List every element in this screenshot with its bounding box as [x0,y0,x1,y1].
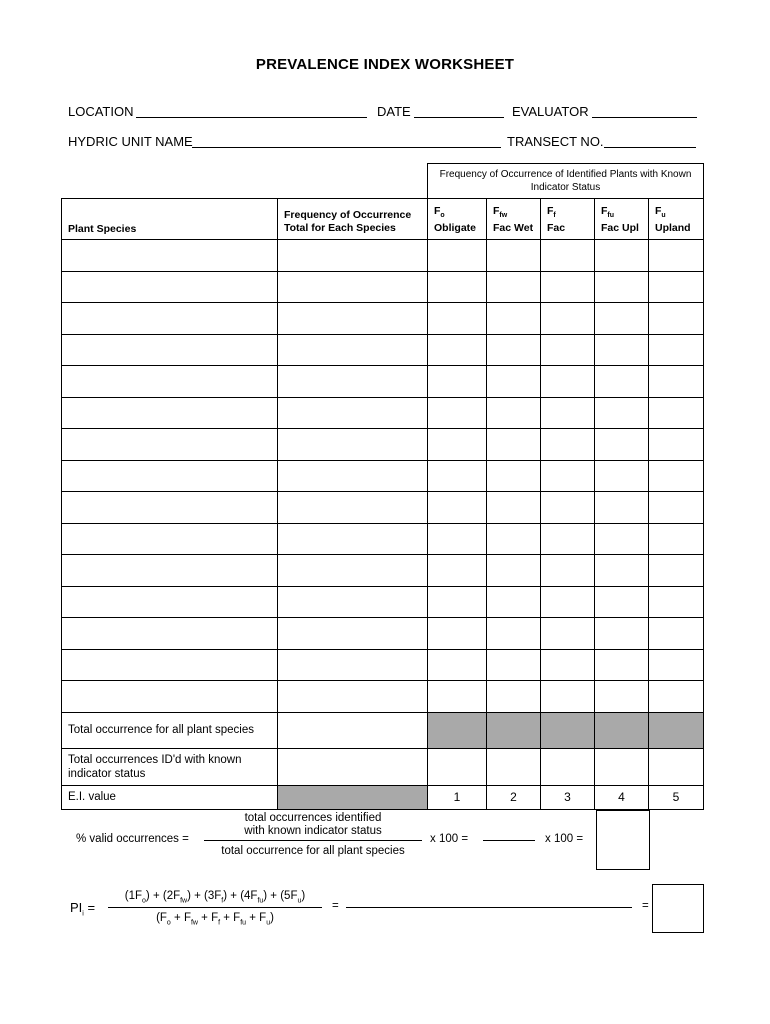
indicator-cell[interactable] [541,397,595,429]
species-frequency-cell[interactable] [278,681,428,713]
indicator-cell[interactable] [428,303,487,335]
indicator-cell[interactable] [649,460,704,492]
species-row [62,681,704,713]
frequency-group-header: Frequency of Occurrence of Identified Plants with Known Indicator Status [428,164,704,199]
blank-corner-2 [278,164,428,199]
indicator-cell[interactable] [541,429,595,461]
species-frequency-cell[interactable] [278,429,428,461]
indicator-cell[interactable] [595,460,649,492]
indicator-cell[interactable] [487,555,541,587]
indicator-total-cell[interactable] [649,748,704,785]
indicator-header-fac-wet [487,199,541,240]
species-row [62,366,704,398]
valid-fraction-bar [204,840,422,841]
species-frequency-cell[interactable] [278,523,428,555]
numerator-part: (3F [204,890,222,902]
species-frequency-cell[interactable] [278,366,428,398]
species-name-cell[interactable] [62,303,278,335]
indicator-name: Fac Wet [493,222,534,235]
species-name-cell[interactable] [62,334,278,366]
indicator-cell[interactable] [541,586,595,618]
indicator-cell[interactable] [541,366,595,398]
indicator-cell[interactable] [487,649,541,681]
indicator-cell[interactable] [595,429,649,461]
species-row [62,303,704,335]
indicator-header-obligate [428,199,487,240]
indicator-cell[interactable] [487,492,541,524]
total-occurrence-label: Total occurrence for all plant species [62,712,278,748]
frequency-header-line2: Total for Each Species [284,222,396,235]
total-occurrence-row [62,712,704,748]
numerator-subscript: f [221,897,224,905]
species-row [62,555,704,587]
indicator-name: Fac [547,222,566,235]
species-row [62,649,704,681]
indicator-cell[interactable] [487,240,541,272]
pi-result-line[interactable] [346,907,632,908]
times-100-a: x 100 = [430,833,469,845]
indicator-cell[interactable] [487,681,541,713]
indicator-cell[interactable] [487,460,541,492]
indicator-cell[interactable] [649,618,704,650]
species-row [62,618,704,650]
species-row [62,240,704,272]
indicator-cell[interactable] [595,397,649,429]
pi-label-eq: = [83,900,96,915]
indicator-cell[interactable] [649,366,704,398]
page-title: PREVALENCE INDEX WORKSHEET [255,56,515,73]
denominator-part: F [183,912,191,924]
numerator-part: (5F [280,890,298,902]
denominator-subscript: fu [240,919,247,927]
indicator-cell[interactable] [649,303,704,335]
indicator-total-cell[interactable] [595,748,649,785]
indicator-symbol: F [547,205,554,217]
shaded-cell [278,785,428,809]
indicator-header-upland [649,199,704,240]
indicator-cell[interactable] [428,523,487,555]
indicator-cell[interactable] [595,649,649,681]
denominator-subscript: o [166,919,171,927]
indicator-cell[interactable] [541,618,595,650]
indicator-symbol: F [655,205,662,217]
date-field[interactable] [414,117,504,118]
ei-value-label: E.I. value [62,785,278,809]
species-row [62,429,704,461]
species-name-cell[interactable] [62,586,278,618]
indicator-cell[interactable] [595,240,649,272]
species-frequency-cell[interactable] [278,649,428,681]
indicator-cell[interactable] [595,586,649,618]
species-name-cell[interactable] [62,460,278,492]
indicator-cell[interactable] [541,460,595,492]
indicator-cell[interactable] [649,397,704,429]
species-name-cell[interactable] [62,555,278,587]
numerator-subscript: fw [180,897,188,905]
indicator-cell[interactable] [649,586,704,618]
ei-value-5: 5 [649,785,704,809]
indicator-name: Upland [655,222,691,235]
total-known-row [62,748,704,785]
pi-numerator [108,890,322,904]
numerator-operator: ) + [263,890,281,902]
denominator-part: F [259,912,267,924]
species-row [62,271,704,303]
denominator-part: F [233,912,241,924]
shaded-cell [595,712,649,748]
species-name-cell[interactable] [62,649,278,681]
valid-result-box[interactable] [596,810,650,870]
species-frequency-cell[interactable] [278,397,428,429]
numerator-operator: ) + [145,890,163,902]
numerator-subscript: fu [257,897,264,905]
indicator-total-cell[interactable] [487,748,541,785]
evaluator-label: EVALUATOR [512,104,589,119]
indicator-cell[interactable] [541,681,595,713]
denominator-operator: + [170,912,184,924]
transect-field[interactable] [604,147,696,148]
species-frequency-cell[interactable] [278,555,428,587]
indicator-cell[interactable] [428,366,487,398]
indicator-name: Fac Upl [601,222,639,235]
numerator-operator: ) + [223,890,241,902]
indicator-header-fac-upl [595,199,649,240]
denominator-subscript: fw [190,919,198,927]
shaded-cell [487,712,541,748]
pi-equals-2: = [642,900,649,912]
frequency-total-header [278,199,428,240]
species-frequency-cell[interactable] [278,240,428,272]
hydric-unit-field[interactable] [192,147,501,148]
indicator-name: Obligate [434,222,477,235]
indicator-total-cell[interactable] [428,748,487,785]
indicator-cell[interactable] [487,397,541,429]
indicator-cell[interactable] [428,240,487,272]
indicator-subscript: o [440,212,445,220]
location-field[interactable] [136,117,367,118]
indicator-cell[interactable] [649,523,704,555]
species-row [62,492,704,524]
frequency-header-line1: Frequency of Occurrence [284,209,412,222]
indicator-subscript: fu [607,212,615,220]
denominator-operator: + [197,912,212,924]
plant-species-header: Plant Species [62,199,278,240]
indicator-cell[interactable] [595,618,649,650]
denominator-part: F [211,912,219,924]
species-frequency-cell[interactable] [278,492,428,524]
denominator-subscript: f [218,919,221,927]
indicator-cell[interactable] [428,429,487,461]
ei-value-2: 2 [487,785,541,809]
ei-value-1: 1 [428,785,487,809]
indicator-cell[interactable] [595,271,649,303]
pi-label-sub: i [82,910,84,918]
transect-label: TRANSECT NO. [507,134,604,149]
indicator-total-cell[interactable] [541,748,595,785]
pi-label [70,900,95,918]
valid-result-line[interactable] [483,840,535,841]
denominator-subscript: u [266,919,271,927]
date-label: DATE [377,104,411,119]
indicator-cell[interactable] [487,523,541,555]
valid-numerator-line1: total occurrences identified [244,812,382,824]
denominator-operator: + [220,912,234,924]
indicator-cell[interactable] [595,555,649,587]
ei-value-4: 4 [595,785,649,809]
pi-equals-1: = [332,900,339,912]
ei-value-3: 3 [541,785,595,809]
indicator-cell[interactable] [649,240,704,272]
times-100-b: x 100 = [545,833,584,845]
indicator-header-fac [541,199,595,240]
indicator-cell[interactable] [541,555,595,587]
indicator-cell[interactable] [595,334,649,366]
total-known-value[interactable] [278,748,428,785]
indicator-cell[interactable] [595,681,649,713]
hydric-unit-label: HYDRIC UNIT NAME [68,134,193,149]
species-frequency-cell[interactable] [278,586,428,618]
indicator-cell[interactable] [487,429,541,461]
indicator-cell[interactable] [487,303,541,335]
indicator-cell[interactable] [428,397,487,429]
evaluator-field[interactable] [592,117,697,118]
indicator-cell[interactable] [487,334,541,366]
pi-result-box[interactable] [652,884,704,933]
indicator-cell[interactable] [541,523,595,555]
indicator-cell[interactable] [649,649,704,681]
valid-denominator: total occurrence for all plant species [221,845,405,857]
denominator-part: (F [156,912,167,924]
shaded-cell [428,712,487,748]
indicator-cell[interactable] [487,586,541,618]
species-row [62,523,704,555]
numerator-operator: ) [301,890,306,902]
indicator-cell[interactable] [541,303,595,335]
pi-fraction-bar [108,907,322,908]
valid-occurrences-label: % valid occurrences = [76,833,189,845]
indicator-cell[interactable] [649,492,704,524]
indicator-cell[interactable] [649,555,704,587]
indicator-subscript: f [553,212,556,220]
species-row [62,334,704,366]
valid-numerator-line2: with known indicator status [244,825,382,837]
shaded-cell [541,712,595,748]
species-name-cell[interactable] [62,429,278,461]
numerator-part: (2F [162,890,181,902]
denominator-operator: ) [270,912,274,924]
indicator-cell[interactable] [428,681,487,713]
indicator-cell[interactable] [428,586,487,618]
species-name-cell[interactable] [62,271,278,303]
indicator-cell[interactable] [541,492,595,524]
numerator-subscript: u [297,897,302,905]
indicator-cell[interactable] [428,492,487,524]
species-name-cell[interactable] [62,366,278,398]
species-frequency-cell[interactable] [278,460,428,492]
species-name-cell[interactable] [62,240,278,272]
location-label: LOCATION [68,104,134,119]
indicator-symbol: F [434,205,441,217]
indicator-cell[interactable] [541,240,595,272]
indicator-cell[interactable] [487,366,541,398]
species-row [62,397,704,429]
species-name-cell[interactable] [62,618,278,650]
ei-value-row [62,785,704,809]
indicator-cell[interactable] [428,271,487,303]
species-name-cell[interactable] [62,397,278,429]
species-frequency-cell[interactable] [278,271,428,303]
species-name-cell[interactable] [62,523,278,555]
indicator-cell[interactable] [428,555,487,587]
indicator-cell[interactable] [595,523,649,555]
indicator-subscript: fw [499,212,508,220]
worksheet-table [61,163,704,810]
numerator-operator: ) + [187,890,205,902]
indicator-cell[interactable] [649,681,704,713]
indicator-cell[interactable] [487,618,541,650]
blank-corner [62,164,278,199]
indicator-cell[interactable] [487,271,541,303]
indicator-cell[interactable] [428,334,487,366]
numerator-part: (1F [124,890,143,902]
species-name-cell[interactable] [62,492,278,524]
indicator-cell[interactable] [595,366,649,398]
species-row [62,586,704,618]
indicator-cell[interactable] [595,492,649,524]
pi-label-main: PI [70,900,83,915]
indicator-cell[interactable] [649,429,704,461]
species-name-cell[interactable] [62,681,278,713]
species-frequency-cell[interactable] [278,618,428,650]
indicator-cell[interactable] [541,271,595,303]
indicator-cell[interactable] [541,649,595,681]
indicator-subscript: u [661,212,666,220]
shaded-cell [649,712,704,748]
indicator-symbol: F [493,205,500,217]
species-row [62,460,704,492]
total-known-label: Total occurrences ID'd with known indicator status [62,748,278,785]
total-occurrence-value[interactable] [278,712,428,748]
pi-denominator [108,912,322,926]
indicator-cell[interactable] [428,649,487,681]
denominator-operator: + [246,912,260,924]
indicator-cell[interactable] [428,460,487,492]
indicator-cell[interactable] [649,271,704,303]
species-frequency-cell[interactable] [278,334,428,366]
species-frequency-cell[interactable] [278,303,428,335]
indicator-cell[interactable] [541,334,595,366]
indicator-cell[interactable] [428,618,487,650]
numerator-part: (4F [240,890,258,902]
numerator-subscript: o [142,897,146,905]
indicator-cell[interactable] [649,334,704,366]
indicator-cell[interactable] [595,303,649,335]
indicator-symbol: F [601,205,608,217]
